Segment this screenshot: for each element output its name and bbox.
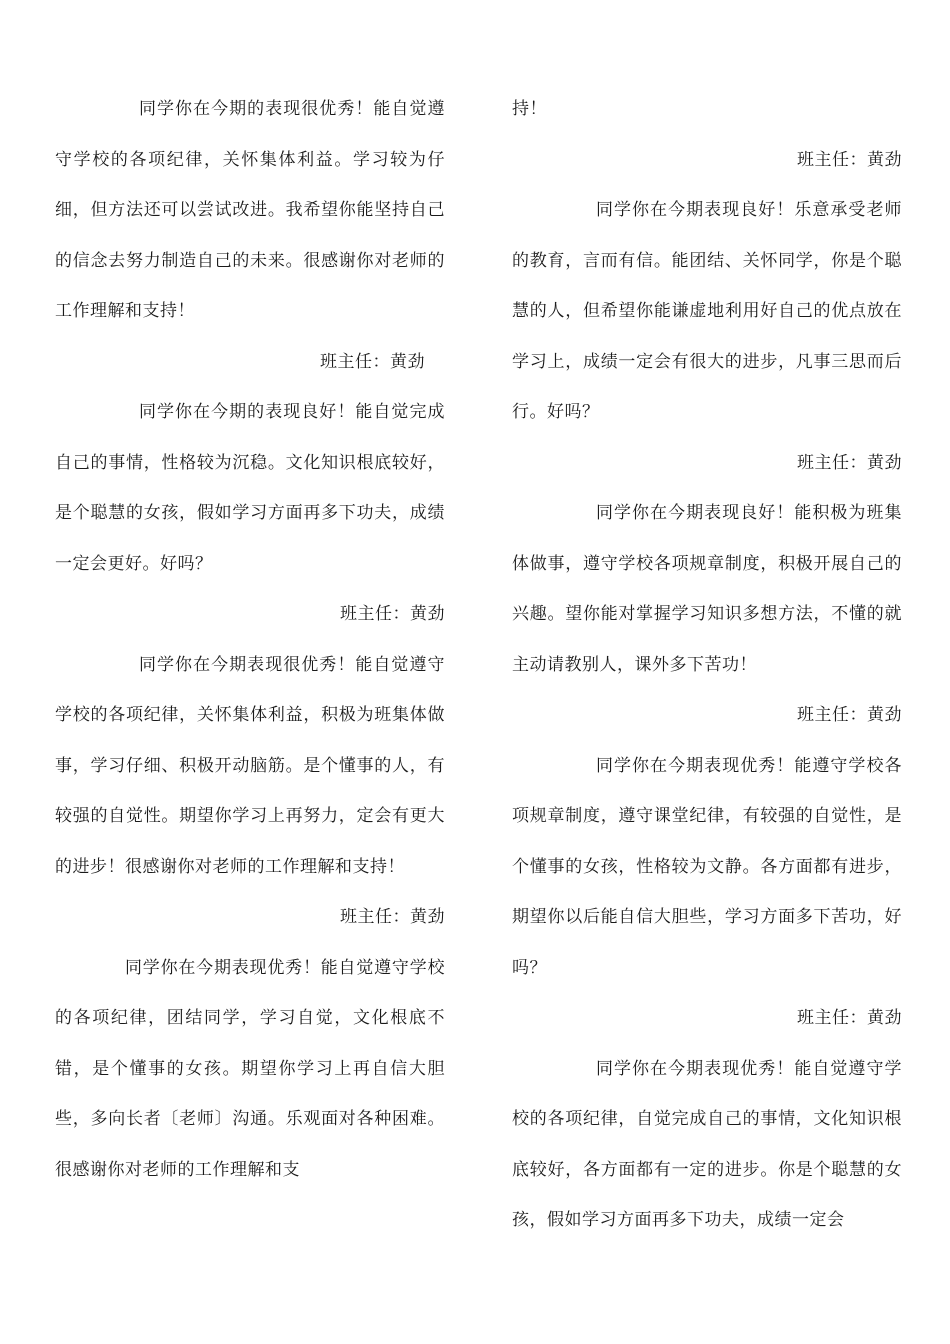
comment-paragraph-3: 同学你在今期表现很优秀！能自觉遵守学校的各项纪律，关怀集体利益，积极为班集体做事，学习仔细、积极开动脑筋。是个懂事的人，有较强的自觉性。期望你学习上再努力，定会有更大的进步！很感谢你对老师的工作理解和支持！ bbox=[55, 654, 445, 877]
comment-paragraph-6: 同学你在今期表现良好！能积极为班集体做事，遵守学校各项规章制度，积极开展自己的兴趣。望你能对掌握学习知识多想方法，不懂的就主动请教别人，课外多下苦功！ bbox=[512, 503, 902, 675]
teacher-signature-1: 班主任：黄劲 bbox=[320, 351, 425, 372]
left-column bbox=[55, 84, 445, 1195]
teacher-signature-4: 班主任：黄劲 bbox=[797, 149, 902, 170]
comment-paragraph-7: 同学你在今期表现优秀！能遵守学校各项规章制度，遵守课堂纪律，有较强的自觉性，是个懂事的女孩，性格较为文静。各方面都有进步，期望你以后能自信大胆些，学习方面多下苦功，好吗？ bbox=[512, 755, 902, 978]
comment-paragraph-5: 同学你在今期表现良好！乐意承受老师的教育，言而有信。能团结、关怀同学，你是个聪慧的人，但希望你能谦虚地利用好自己的优点放在学习上，成绩一定会有很大的进步，凡事三思而后行。好吗？ bbox=[512, 200, 902, 422]
teacher-signature-7: 班主任：黄劲 bbox=[797, 1008, 902, 1028]
teacher-signature-3: 班主任：黄劲 bbox=[340, 907, 445, 927]
teacher-signature-2: 班主任：黄劲 bbox=[340, 604, 445, 624]
comment-paragraph-4: 同学你在今期表现优秀！能自觉遵守学校的各项纪律，团结同学，学习自觉，文化根底不错，是个懂事的女孩。期望你学习上再自信大胆些，多向长者〔老师〕沟通。乐观面对各种困难。很感谢你对老师的工作理解和支 bbox=[55, 957, 445, 1180]
comment-continuation: 持！ bbox=[512, 99, 547, 119]
comment-paragraph-2: 同学你在今期的表现良好！能自觉完成自己的事情，性格较为沉稳。文化知识根底较好，是个聪慧的女孩，假如学习方面再多下功夫，成绩一定会更好。好吗？ bbox=[55, 402, 445, 574]
teacher-signature-6: 班主任：黄劲 bbox=[797, 705, 902, 725]
comment-paragraph-1: 同学你在今期的表现很优秀！能自觉遵守学校的各项纪律，关怀集体利益。学习较为仔细，但方法还可以尝试改进。我希望你能坚持自己的信念去努力制造自己的未来。很感谢你对老师的工作理解和支持！ bbox=[55, 99, 445, 321]
teacher-signature-5: 班主任：黄劲 bbox=[797, 452, 902, 473]
right-column bbox=[512, 84, 902, 1246]
comment-paragraph-8: 同学你在今期表现优秀！能自觉遵守学校的各项纪律，自觉完成自己的事情，文化知识根底较好，各方面都有一定的进步。你是个聪慧的女孩，假如学习方面再多下功夫，成绩一定会 bbox=[512, 1058, 902, 1230]
